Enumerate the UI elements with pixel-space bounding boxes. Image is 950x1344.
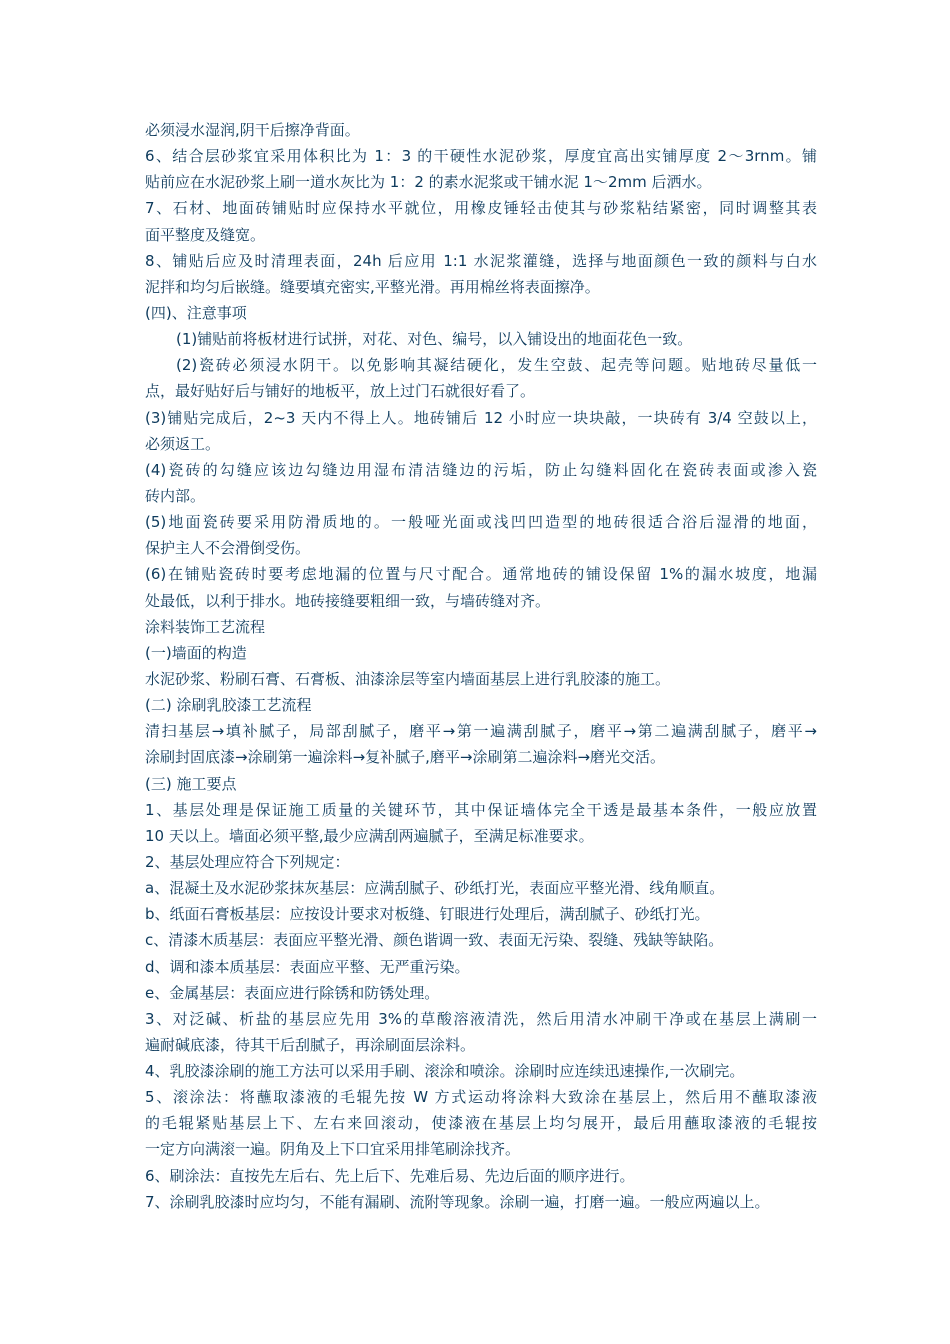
text-line: (二) 涂刷乳胶漆工艺流程 xyxy=(145,696,312,715)
text-line: (2)瓷砖必须浸水阴干。以免影响其凝结硬化，发生空鼓、起壳等问题。贴地砖尽量低一 xyxy=(176,356,817,375)
text-line: 贴前应在水泥砂浆上刷一道水灰比为 1：2 的素水泥浆或干铺水泥 1～2mm 后洒水。 xyxy=(145,173,712,192)
text-line: (三) 施工要点 xyxy=(145,774,237,793)
text-line: 6、结合层砂浆宜采用体积比为 1：3 的干硬性水泥砂浆，厚度宜高出实铺厚度 2～3rnm。铺 xyxy=(145,147,817,166)
text-line: 5、滚涂法：将蘸取漆液的毛辊先按 W 方式运动将涂料大致涂在基层上，然后用不蘸取漆液 xyxy=(145,1088,817,1107)
text-line: 必须返工。 xyxy=(145,434,221,453)
text-line: 一定方向满滚一遍。阴角及上下口宜采用排笔刷涂找齐。 xyxy=(145,1140,521,1159)
text-line: 10 天以上。墙面必须平整,最少应满刮两遍腻子，至满足标准要求。 xyxy=(145,826,594,845)
text-line: 2、基层处理应符合下列规定： xyxy=(145,852,350,871)
text-line: (4)瓷砖的勾缝应该边勾缝边用湿布清洁缝边的污垢，防止勾缝料固化在瓷砖表面或渗入瓷 xyxy=(145,460,817,479)
text-line: 涂刷封固底漆→涂刷第一遍涂料→复补腻子,磨平→涂刷第二遍涂料→磨光交活。 xyxy=(145,748,666,767)
text-line: 点，最好贴好后与铺好的地板平，放上过门石就很好看了。 xyxy=(145,382,536,401)
text-line: 处最低，以利于排水。地砖接缝要粗细一致，与墙砖缝对齐。 xyxy=(145,591,551,610)
text-line: c、清漆木质基层：表面应平整光滑、颜色谐调一致、表面无污染、裂缝、残缺等缺陷。 xyxy=(145,931,724,950)
text-line: 面平整度及缝宽。 xyxy=(145,225,266,244)
text-line: 6、刷涂法：直按先左后右、先上后下、先难后易、先边后面的顺序进行。 xyxy=(145,1166,635,1185)
document-body xyxy=(145,117,817,1215)
text-line: (四)、注意事项 xyxy=(145,303,247,322)
text-line: 水泥砂浆、粉刷石膏、石膏板、油漆涂层等室内墙面基层上进行乳胶漆的施工。 xyxy=(145,669,671,688)
text-line: 7、涂刷乳胶漆时应均匀，不能有漏刷、流附等现象。涂刷一遍，打磨一遍。一般应两遍以上。 xyxy=(145,1192,770,1211)
text-line: (3)铺贴完成后，2~3 天内不得上人。地砖铺后 12 小时应一块块敲，一块砖有 3/4 空鼓以上， xyxy=(145,408,817,427)
text-line: 7、石材、地面砖铺贴时应保持水平就位，用橡皮锤轻击使其与砂浆粘结紧密，同时调整其表 xyxy=(145,199,817,218)
text-line: 4、乳胶漆涂刷的施工方法可以采用手刷、滚涂和喷涂。涂刷时应连续迅速操作,一次刷完。 xyxy=(145,1062,745,1081)
text-line: (5)地面瓷砖要采用防滑质地的。一般哑光面或浅凹凹造型的地砖很适合浴后湿滑的地面， xyxy=(145,513,817,532)
text-line: 1、基层处理是保证施工质量的关键环节，其中保证墙体完全干透是最基本条件，一般应放置 xyxy=(145,800,817,819)
text-line: 保护主人不会滑倒受伤。 xyxy=(145,539,311,558)
text-line: 涂料装饰工艺流程 xyxy=(145,617,266,636)
text-line: d、调和漆本质基层：表面应平整、无严重污染。 xyxy=(145,957,470,976)
text-line: 砖内部。 xyxy=(145,486,206,505)
text-line: b、纸面石膏板基层：应按设计要求对板缝、钉眼进行处理后，满刮腻子、砂纸打光。 xyxy=(145,905,710,924)
text-line: 的毛辊紧贴基层上下、左右来回滚动，使漆液在基层上均匀展开，最后用蘸取漆液的毛辊按 xyxy=(145,1114,817,1133)
text-line: (一)墙面的构造 xyxy=(145,643,247,662)
text-line: 3、对泛碱、析盐的基层应先用 3%的草酸溶液清洗，然后用清水冲刷干净或在基层上满刷一 xyxy=(145,1009,817,1028)
text-line: 8、铺贴后应及时清理表面，24h 后应用 1:1 水泥浆灌缝，选择与地面颜色一致的颜料与白水 xyxy=(145,251,817,270)
text-line: a、混凝土及水泥砂浆抹灰基层：应满刮腻子、砂纸打光，表面应平整光滑、线角顺直。 xyxy=(145,879,725,898)
text-line: (1)铺贴前将板材进行试拼，对花、对色、编号，以入铺设出的地面花色一致。 xyxy=(176,330,693,349)
text-line: 遍耐碱底漆，待其干后刮腻子，再涂刷面层涂料。 xyxy=(145,1035,476,1054)
text-line: 泥拌和均匀后嵌缝。缝要填充密实,平整光滑。再用棉丝将表面擦净。 xyxy=(145,277,600,296)
text-line: 必须浸水湿润,阴干后擦净背面。 xyxy=(145,121,360,139)
text-line: (6)在铺贴瓷砖时要考虑地漏的位置与尺寸配合。通常地砖的铺设保留 1%的漏水坡度，地漏 xyxy=(145,565,817,584)
text-line: 清扫基层→填补腻子，局部刮腻子，磨平→第一遍满刮腻子，磨平→第二遍满刮腻子，磨平→ xyxy=(145,722,817,741)
text-line: e、金属基层：表面应进行除锈和防锈处理。 xyxy=(145,983,440,1002)
